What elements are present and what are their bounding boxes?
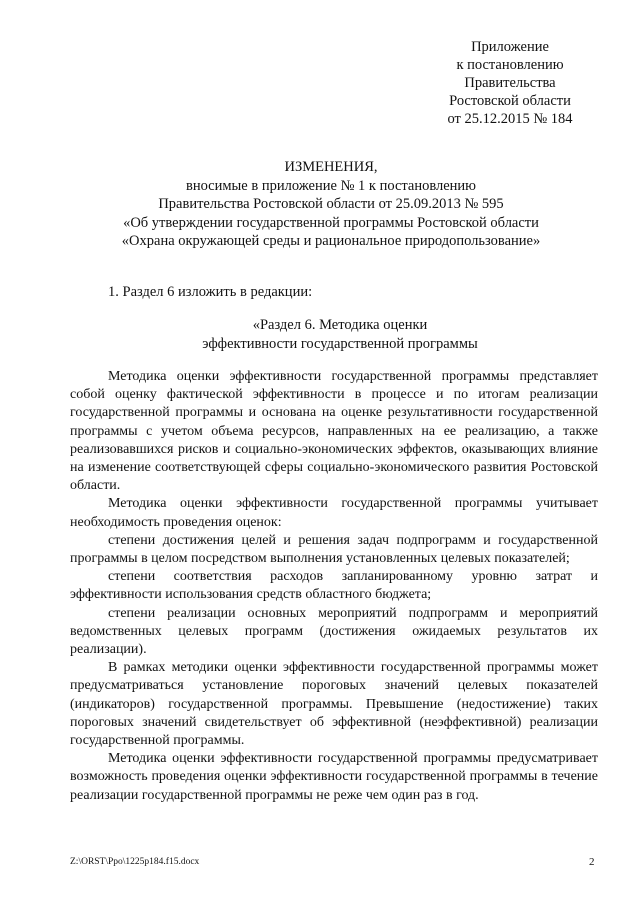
heading-line: вносимые в приложение № 1 к постановлению	[185, 177, 477, 194]
paragraph: Методика оценки эффективности государственной программы предусматривает возможность проведения оценки эффективности государственной программы в течение реализации государственной программы не реже чем один раз в год.	[70, 751, 598, 803]
appendix-block	[420, 38, 600, 128]
paragraph: В рамках методики оценки эффективности государственной программы может предусматриваться установление пороговых значений целевых показателей (индикаторов) государственной программы. Превышение (недостижение) таких пороговых значений свидетельствует об эффективной (неэффективной) реализации государственной программы.	[70, 660, 598, 749]
section-title-line1: «Раздел 6. Методика оценки	[252, 317, 428, 333]
appendix-line: к постановлению	[456, 57, 564, 73]
paragraph: степени реализации основных мероприятий подпрограмм и мероприятий ведомственных целевых программ (достижения ожидаемых результатов их реализации).	[70, 605, 598, 658]
heading-title: ИЗМЕНЕНИЯ,	[284, 159, 378, 175]
heading-line: Правительства Ростовской области от 25.09.2013 № 595	[158, 196, 504, 212]
paragraph: степени достижения целей и решения задач подпрограмм и государственной программы в целом посредством выполнения установленных целевых показателей;	[70, 532, 598, 567]
appendix-line: Приложение	[471, 39, 549, 55]
page-number: 2	[589, 856, 595, 868]
appendix-line: Ростовской области	[449, 93, 571, 109]
item-1: 1. Раздел 6 изложить в редакции:	[108, 284, 313, 300]
footer-file-path: Z:\ORST\Ppo\1225p184.f15.docx	[70, 857, 200, 867]
heading-line: «Охрана окружающей среды и рациональное природопользование»	[121, 233, 541, 249]
section-title-line2: эффективности государственной программы	[202, 335, 478, 352]
document-heading	[60, 158, 602, 251]
paragraph: Методика оценки эффективности государственной программы учитывает необходимость проведения оценок:	[70, 496, 598, 530]
body-text	[70, 368, 598, 805]
appendix-line: от 25.12.2015 № 184	[447, 111, 573, 127]
paragraph: Методика оценки эффективности государственной программы представляет собой оценку фактической эффективности в процессе и по итогам реализации государственной программы и основана на оценке результативности государственной программы с учетом объема ресурсов, направленных на ее реализацию, а также реализовавшихся рисков и социально-экономических эффектов, оказывающих влияние на изменение соответствующей сферы социально-экономического развития Ростовской области.	[70, 369, 598, 494]
appendix-line: Правительства	[464, 75, 556, 91]
section-title	[60, 316, 620, 353]
paragraph: степени соответствия расходов запланированному уровню затрат и эффективности использования средств областного бюджета;	[70, 569, 598, 603]
heading-line: «Об утверждении государственной программы Ростовской области	[123, 214, 539, 231]
